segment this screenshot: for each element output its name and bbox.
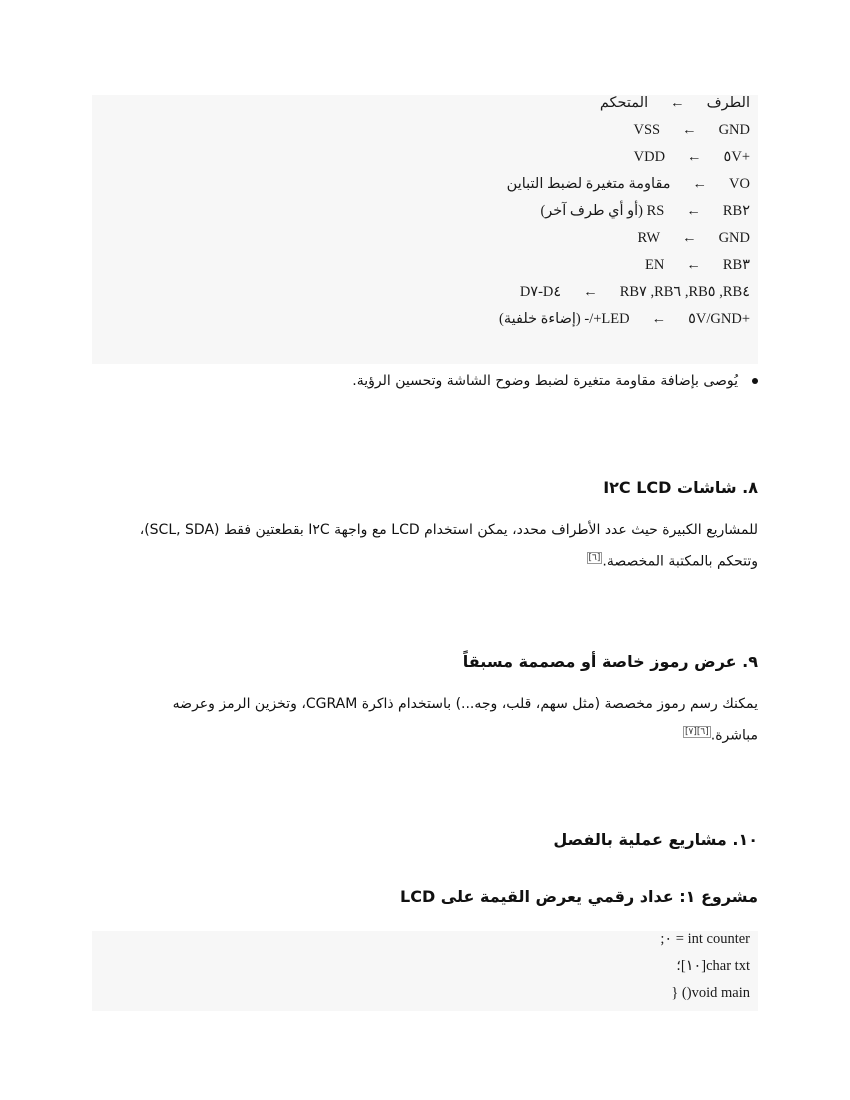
bullet-text: يُوصى بإضافة مقاومة متغيرة لضبط وضوح الشاشة وتحسين الرؤية. <box>352 373 738 389</box>
section-9-paragraph <box>92 690 758 750</box>
pin-left: RB٢ <box>722 203 750 219</box>
paragraph-line <box>92 544 758 576</box>
arrow-icon: ← <box>692 176 708 192</box>
bullet-item <box>352 373 758 389</box>
paragraph-line: للمشاريع الكبيرة حيث عدد الأطراف محدد، يمكن استخدام LCD مع واجهة I٢C بقطعتين فقط (SCL, SDA)، <box>139 522 758 538</box>
section-8-paragraph <box>92 516 758 576</box>
pin-left: RB٣ <box>722 257 750 273</box>
pin-right: VDD <box>633 149 666 165</box>
pin-row <box>634 149 750 166</box>
pin-right: VSS <box>633 122 661 138</box>
arrow-icon: ← <box>682 122 697 138</box>
pin-left: GND <box>718 122 750 138</box>
section-8-heading: ٨. شاشات I٢C LCD <box>603 478 758 497</box>
citation-link[interactable]: [٦] <box>588 553 601 563</box>
pin-left: +٥V <box>723 149 750 165</box>
section-9-heading: ٩. عرض رموز خاصة أو مصممة مسبقاً <box>462 652 758 671</box>
pin-connection-block <box>92 95 758 364</box>
pin-row <box>600 95 750 112</box>
pin-right: RW <box>637 230 661 246</box>
arrow-icon: ← <box>686 257 701 273</box>
pin-row <box>645 257 750 274</box>
arrow-icon: ← <box>687 149 702 165</box>
pin-right: D٤-D٧ <box>519 284 562 300</box>
pin-row <box>540 203 750 220</box>
pin-right: RS (أو أي طرف آخر) <box>540 203 665 219</box>
pin-left: VO <box>729 176 750 192</box>
arrow-icon: ← <box>651 311 667 327</box>
pin-row <box>638 230 750 247</box>
bullet-icon <box>752 378 758 384</box>
arrow-icon: ← <box>583 284 598 300</box>
paragraph-text: مباشرة. <box>710 727 758 744</box>
section-10-heading: ١٠. مشاريع عملية بالفصل <box>553 830 758 849</box>
code-line: void main() { <box>671 985 750 1001</box>
arrow-icon: ← <box>682 230 697 246</box>
paragraph-line: يمكنك رسم رموز مخصصة (مثل سهم، قلب، وجه...) باستخدام ذاكرة CGRAM، وتخزين الرمز وعرضه <box>172 696 758 712</box>
paragraph-line <box>92 718 758 750</box>
pin-left: GND <box>718 230 750 246</box>
pin-left: الطرف <box>706 95 750 111</box>
code-line: int counter = ٠; <box>660 931 750 947</box>
pin-row <box>633 122 750 139</box>
code-line: char txt[١٠]؛ <box>676 958 750 974</box>
arrow-icon: ← <box>670 95 685 111</box>
pin-right: EN <box>645 257 665 273</box>
pin-right: LED+/- (إضاءة خلفية) <box>499 311 630 327</box>
pin-right: مقاومة متغيرة لضبط التباين <box>506 176 671 192</box>
pin-left: RB٤, RB٥, RB٦, RB٧ <box>619 284 750 300</box>
pin-row <box>499 311 750 328</box>
project-1-heading: مشروع ١: عداد رقمي يعرض القيمة على LCD <box>400 887 758 906</box>
pin-row <box>520 284 750 301</box>
citation-link[interactable]: [٦][٧] <box>685 727 709 737</box>
paragraph-text: وتتحكم بالمكتبة المخصصة. <box>602 553 758 570</box>
pin-left: +٥V/GND <box>688 311 750 327</box>
pin-right: المتحكم <box>599 95 649 111</box>
code-snippet-block <box>92 931 758 1011</box>
arrow-icon: ← <box>686 203 701 219</box>
pin-row <box>507 176 750 193</box>
